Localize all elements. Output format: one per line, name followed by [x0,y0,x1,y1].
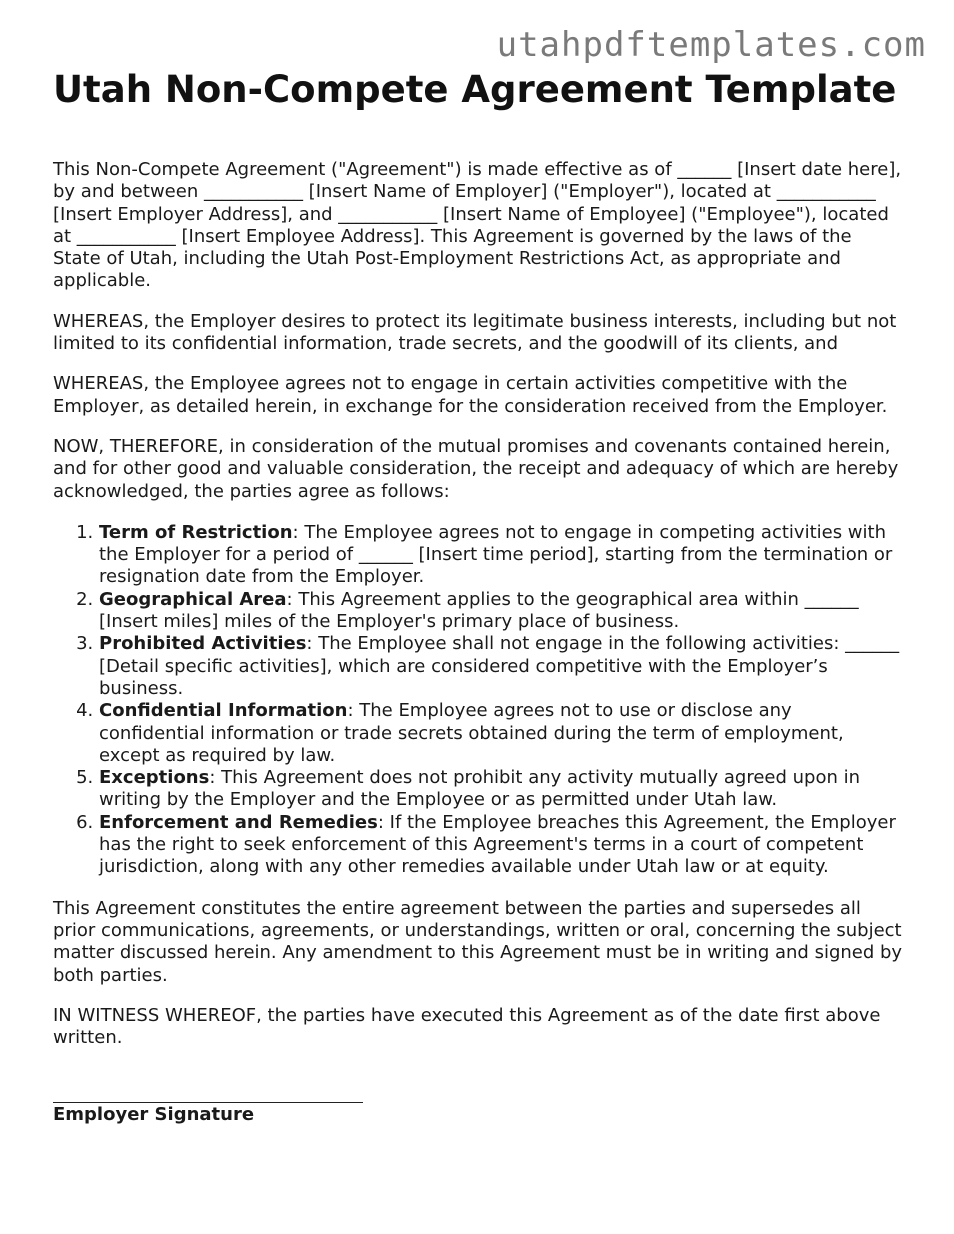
employer-signature-label: Employer Signature [53,1104,255,1126]
clause-text: : The Employee agrees not to use or disclose any confidential information or trade secrets obtained during the term of employment, except as required by law. [99,700,844,766]
clause-text: : The Employee agrees not to engage in competing activities with the Employer for a period of ______ [Insert time period], starting from the termination or resignation date from the Employer. [99,521,893,588]
clause-text: : If the Employee breaches this Agreement, the Employer has the right to seek enforcement of this Agreement's terms in a court of competent jurisdiction, along with any other remedies available under Utah law or at equity. [99,811,896,878]
employer-signature-block [53,1089,903,1126]
clause-item [99,589,903,634]
clause-heading: Enforcement and Remedies [99,811,378,833]
clause-heading: Term of Restriction [99,521,293,543]
whereas-paragraph-2: WHEREAS, the Employee agrees not to engage in certain activities competitive with the Employer, as detailed herein, in exchange for the consideration received from the Employer. [53,373,888,417]
clause-text: : The Employee shall not engage in the following activities: ______ [Detail specific activities], which are considered competitive with the Employer’s business. [99,633,900,699]
document-body [53,68,903,1126]
clause-text: : This Agreement does not prohibit any activity mutually agreed upon in writing by the Employer and the Employee or as permitted under Utah law. [99,767,861,811]
clause-heading: Confidential Information [99,700,348,722]
page-title: Utah Non-Compete Agreement Template [53,68,897,111]
clause-item [99,633,903,700]
clause-heading: Geographical Area [99,588,287,610]
clause-heading: Prohibited Activities [99,633,307,655]
employer-signature-line[interactable] [53,1089,363,1103]
entire-agreement-paragraph: This Agreement constitutes the entire agreement between the parties and supersedes all prior communications, agreements, or understandings, written or oral, concerning the subject matter discussed herein. Any amendment to this Agreement must be in writing and signed by both parties. [53,897,903,986]
witness-paragraph: IN WITNESS WHEREOF, the parties have executed this Agreement as of the date first above written. [53,1004,881,1049]
clause-item [99,522,903,589]
clause-item [99,812,903,879]
now-therefore-paragraph: NOW, THEREFORE, in consideration of the mutual promises and covenants contained herein, and for other good and valuable consideration, the receipt and adequacy of which are hereby acknowledged, the parties agree as follows: [53,435,899,502]
clause-text: : This Agreement applies to the geographical area within ______ [Insert miles] miles of the Employer's primary place of business. [99,588,859,633]
site-watermark: utahpdftemplates.com [496,25,926,65]
whereas-paragraph-1: WHEREAS, the Employer desires to protect its legitimate business interests, including but not limited to its confidential information, trade secrets, and the goodwill of its clients, and [53,310,897,355]
intro-paragraph: This Non-Compete Agreement ("Agreement") is made effective as of ______ [Insert date here], by and between ___________ [Insert Name of Employer] ("Employer"), located at ___________ [Insert Employer Address], and ___________ [Insert Name of Employee] ("Employee"), located at ___________ [Insert Employee Address]. This Agreement is governed by the laws of the State of Utah, including the Utah Post-Employment Restrictions Act, as appropriate and applicable. [53,159,902,292]
clause-heading: Exceptions [99,767,210,789]
clause-item [99,700,903,767]
clause-list [53,522,903,879]
clause-item [99,767,903,812]
